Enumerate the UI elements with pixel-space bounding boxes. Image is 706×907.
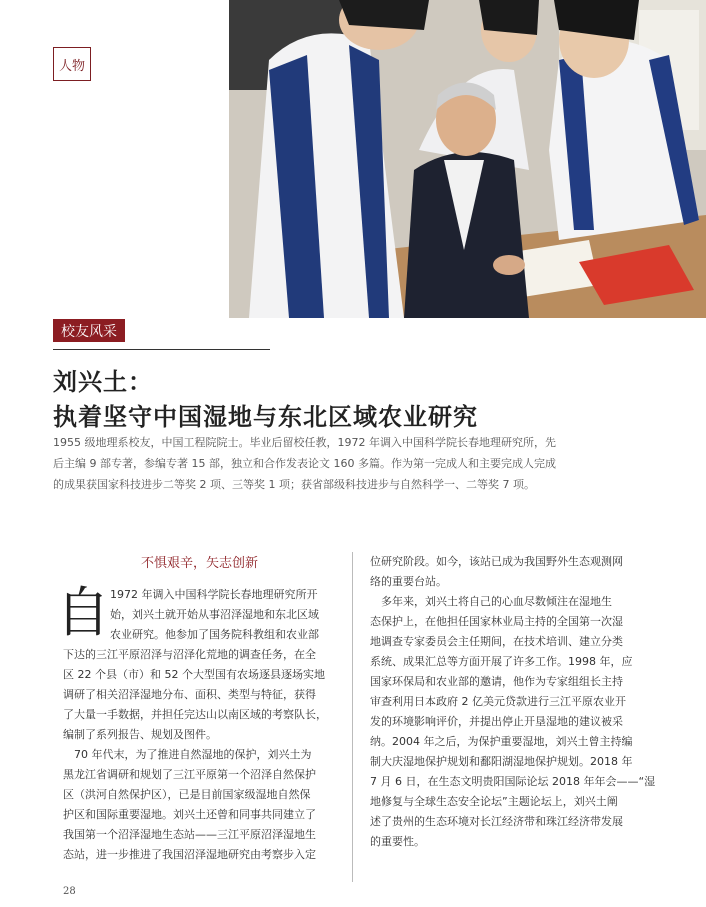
body-line: 编制了系列报告、规划及图件。 (63, 728, 217, 741)
body-line: 1972 年调入中国科学院长春地理研究所开 (110, 588, 318, 601)
intro-paragraph (53, 432, 613, 495)
body-line: 述了贵州的生态环境对长江经济带和珠江经济带发展 (370, 815, 623, 828)
body-line: 的重要性。 (370, 835, 425, 848)
body-line: 调研了相关沼泽湿地分布、面积、类型与特征，获得 (63, 688, 316, 701)
body-line: 黑龙江省调研和规划了三江平原第一个沼泽自然保护 (63, 768, 316, 781)
category-badge: 校友风采 (53, 319, 125, 342)
section-subheading: 不惧艰辛，矢志创新 (140, 556, 258, 571)
body-line: 7 月 6 日，在生态文明贵阳国际论坛 2018 年年会——“湿 (370, 775, 656, 788)
article-title-line-1: 刘兴土： (53, 367, 153, 396)
body-line: 态站，进一步推进了我国沼泽湿地研究由考察步入定 (63, 848, 316, 861)
body-line: 始，刘兴土就开始从事沼泽湿地和东北区域 (110, 608, 319, 621)
body-line: 系统、成果汇总等方面开展了许多工作。1998 年，应 (370, 655, 633, 668)
article-title-line-2: 执着坚守中国湿地与东北区域农业研究 (53, 402, 478, 431)
body-line: 地修复与全球生态安全论坛”主题论坛上，刘兴土阐 (370, 795, 618, 808)
body-line: 态保护上，在他担任国家林业局主持的全国第一次湿 (370, 615, 623, 628)
drop-cap: 自 (56, 581, 110, 644)
body-line: 下达的三江平原沼泽与沼泽化荒地的调查任务，在全 (63, 648, 316, 661)
body-line: 地调查专家委员会主任期间，在技术培训、建立分类 (370, 635, 623, 648)
body-line: 位研究阶段。如今，该站已成为我国野外生态观测网 (370, 555, 623, 568)
body-line: 护区和国际重要湿地。刘兴土还曾和同事共同建立了 (63, 808, 316, 821)
body-line: 络的重要台站。 (370, 575, 447, 588)
body-line: 区 22 个县（市）和 52 个大型国有农场逐县逐场实地 (63, 668, 325, 681)
body-line: 区（洪河自然保护区），已是目前国家级湿地自然保 (63, 788, 311, 801)
left-column-lead (110, 585, 319, 645)
intro-line: 1955 级地理系校友，中国工程院院士。毕业后留校任教，1972 年调入中国科学院长春地理研究所，先 (53, 436, 556, 449)
title-rule (53, 349, 270, 350)
body-line: 我国第一个沼泽湿地生态站——三江平原沼泽湿地生 (63, 828, 316, 841)
body-line: 审查利用日本政府 2 亿美元贷款进行三江平原农业开 (370, 695, 626, 708)
body-line: 了大量一手数据，并担任完达山以南区域的考察队长， (63, 708, 327, 721)
body-line: 国家环保局和农业部的邀请，他作为专家组组长主持 (370, 675, 623, 688)
left-column-body (63, 645, 327, 865)
body-line: 纳。2004 年之后，为保护重要湿地，刘兴土曾主持编 (370, 735, 633, 748)
body-line: 多年来，刘兴土将自己的心血尽数倾注在湿地生 (370, 595, 612, 608)
body-line: 农业研究。他参加了国务院科教组和农业部 (110, 628, 319, 641)
body-line: 70 年代末，为了推进自然湿地的保护，刘兴土为 (63, 748, 312, 761)
right-column-body (370, 552, 655, 852)
section-tag: 人物 (53, 47, 91, 81)
intro-line: 的成果获国家科技进步二等奖 2 项、三等奖 1 项；获省部级科技进步与自然科学一、二等奖 7 项。 (53, 478, 535, 491)
body-line: 发的环境影响评价，并提出停止开垦湿地的建议被采 (370, 715, 623, 728)
body-line: 制大庆湿地保护规划和鄱阳湖湿地保护规划。2018 年 (370, 755, 633, 768)
page-number: 28 (63, 886, 76, 897)
intro-line: 后主编 9 部专著，参编专著 15 部，独立和合作发表论文 160 多篇。作为第一完成人和主要完成人完成 (53, 457, 556, 470)
hero-photo (229, 0, 706, 318)
column-divider (352, 552, 353, 882)
